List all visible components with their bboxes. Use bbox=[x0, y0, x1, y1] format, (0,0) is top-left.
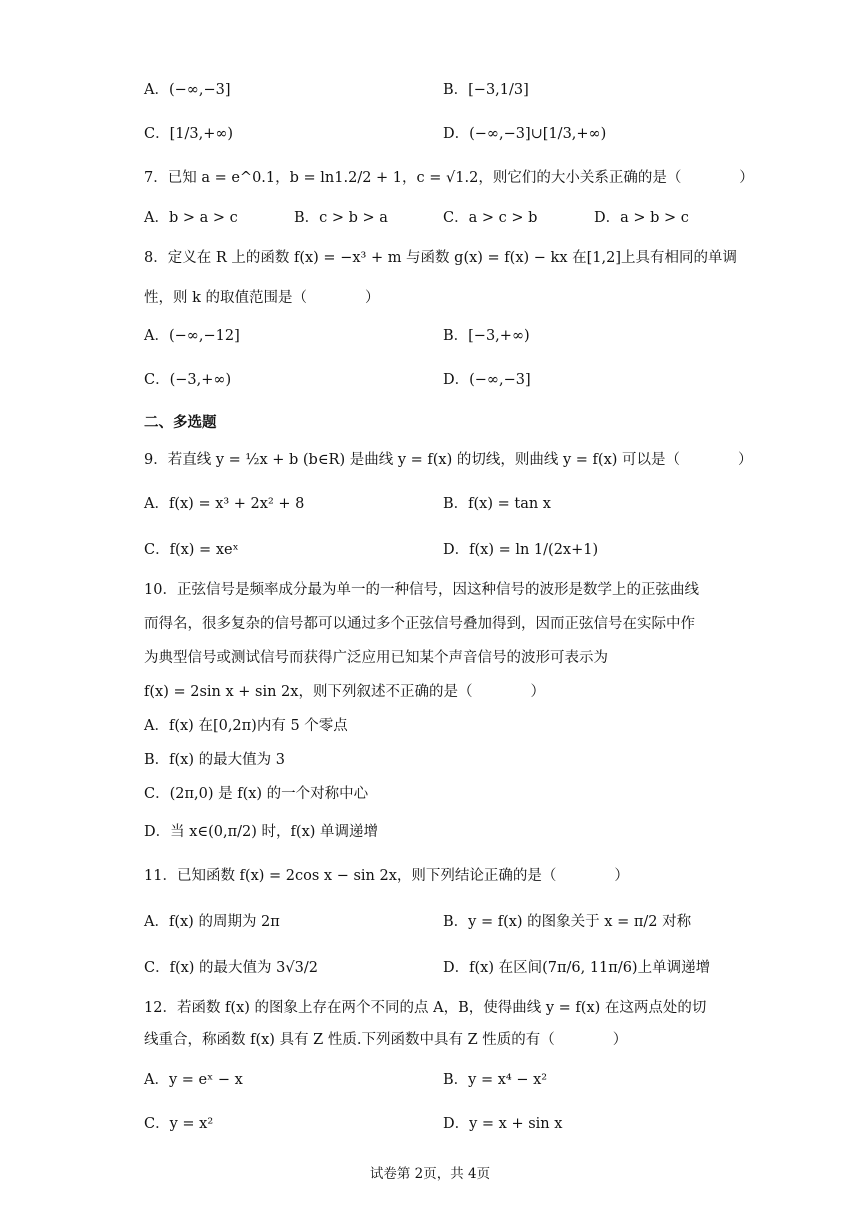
q8-stem-line1: 8．定义在 R 上的函数 f(x) = −x³ + m 与函数 g(x) = f(x) − kx 在[1,2]上具有相同的单调 bbox=[144, 250, 737, 266]
q12-stem-line2: 线重合，称函数 f(x) 具有 Z 性质.下列函数中具有 Z 性质的有（ ） bbox=[144, 1032, 628, 1048]
q8-stem-line2: 性，则 k 的取值范围是（ ） bbox=[144, 290, 380, 306]
q11-stem: 11．已知函数 f(x) = 2cos x − sin 2x，则下列结论正确的是（ ） bbox=[144, 868, 629, 884]
q10-stem-line4: f(x) = 2sin x + sin 2x，则下列叙述不正确的是（ ） bbox=[144, 684, 545, 700]
q12-stem-line1: 12．若函数 f(x) 的图象上存在两个不同的点 A，B，使得曲线 y = f(x) 在这两点处的切 bbox=[144, 1000, 707, 1016]
q7-option-d: D．a > b > c bbox=[594, 210, 689, 226]
q10-stem-line2: 而得名，很多复杂的信号都可以通过多个正弦信号叠加得到，因而正弦信号在实际中作 bbox=[144, 616, 695, 632]
q7-option-c: C．a > c > b bbox=[443, 210, 538, 226]
q10-stem-line1: 10．正弦信号是频率成分最为单一的一种信号，因这种信号的波形是数学上的正弦曲线 bbox=[144, 582, 699, 598]
q9-option-a: A．f(x) = x³ + 2x² + 8 bbox=[144, 496, 305, 512]
q7-option-a: A．b > a > c bbox=[144, 210, 238, 226]
q12-option-b: B．y = x⁴ − x² bbox=[443, 1072, 548, 1088]
q8-option-b: B．[−3,+∞) bbox=[443, 328, 530, 344]
q6-option-c: C．[1/3,+∞) bbox=[144, 126, 234, 142]
q6-option-b: B．[−3,1/3] bbox=[443, 82, 529, 98]
q7-stem: 7．已知 a = e^0.1，b = ln1.2/2 + 1，c = √1.2，则它们的大小关系正确的是（ ） bbox=[144, 170, 754, 186]
q11-option-b: B．y = f(x) 的图象关于 x = π/2 对称 bbox=[443, 914, 692, 930]
q11-option-c: C．f(x) 的最大值为 3√3/2 bbox=[144, 960, 318, 976]
q11-option-d: D．f(x) 在区间(7π/6, 11π/6)上单调递增 bbox=[443, 960, 711, 976]
q10-stem-line3: 为典型信号或测试信号而获得广泛应用已知某个声音信号的波形可表示为 bbox=[144, 650, 608, 666]
page-footer: 试卷第 2页，共 4页 bbox=[369, 1166, 491, 1182]
q12-option-c: C．y = x² bbox=[144, 1116, 214, 1132]
q8-option-d: D．(−∞,−3] bbox=[443, 372, 531, 388]
q6-option-d: D．(−∞,−3]∪[1/3,+∞) bbox=[443, 126, 607, 142]
q10-option-d: D．当 x∈(0,π/2) 时，f(x) 单调递增 bbox=[144, 824, 379, 840]
q11-option-a: A．f(x) 的周期为 2π bbox=[144, 914, 280, 930]
section-title-multiple-choice: 二、多选题 bbox=[144, 414, 217, 431]
q9-option-d: D．f(x) = ln 1/(2x+1) bbox=[443, 542, 599, 558]
q9-option-c: C．f(x) = xeˣ bbox=[144, 542, 239, 558]
q10-option-a: A．f(x) 在[0,2π)内有 5 个零点 bbox=[144, 718, 348, 734]
q12-option-a: A．y = eˣ − x bbox=[144, 1072, 243, 1088]
q7-option-b: B．c > b > a bbox=[294, 210, 388, 226]
q9-option-b: B．f(x) = tan x bbox=[443, 496, 551, 512]
q12-option-d: D．y = x + sin x bbox=[443, 1116, 563, 1132]
q8-option-c: C．(−3,+∞) bbox=[144, 372, 232, 388]
q8-option-a: A．(−∞,−12] bbox=[144, 328, 240, 344]
q6-option-a: A．(−∞,−3] bbox=[144, 82, 231, 98]
q10-option-c: C．(2π,0) 是 f(x) 的一个对称中心 bbox=[144, 786, 369, 802]
q9-stem: 9．若直线 y = ½x + b (b∈R) 是曲线 y = f(x) 的切线，则曲线 y = f(x) 可以是（ ） bbox=[144, 452, 753, 468]
q10-option-b: B．f(x) 的最大值为 3 bbox=[144, 752, 285, 768]
